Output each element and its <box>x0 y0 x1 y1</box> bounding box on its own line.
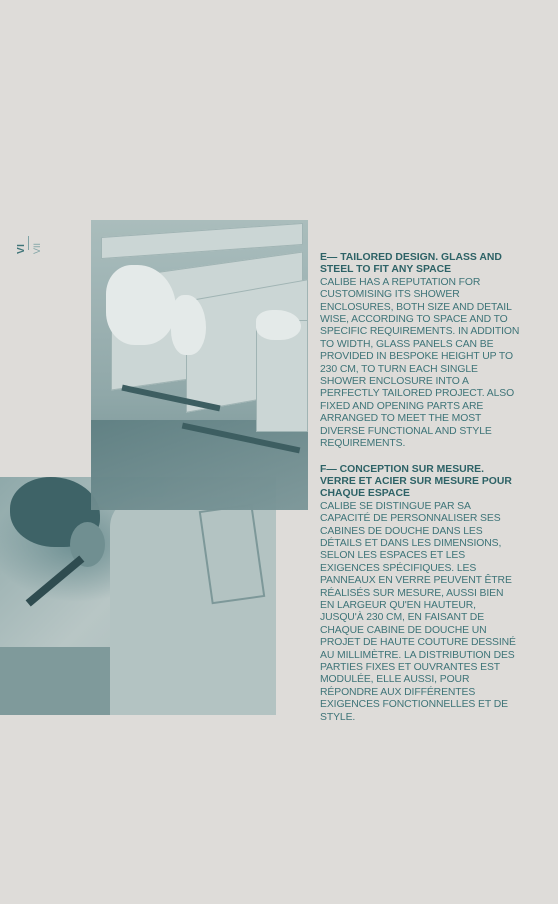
floor-shape <box>91 420 308 510</box>
text-column <box>320 252 520 724</box>
chapter-number-current: VI <box>16 243 27 254</box>
section-e-title: E— TAILORED DESIGN. GLASS AND STEEL TO FIT ANY SPACE <box>320 252 502 276</box>
section-e <box>320 252 520 451</box>
workbench-shape <box>0 647 110 715</box>
worker-photo <box>0 477 276 715</box>
glass-panel-shape <box>101 223 303 259</box>
section-f <box>320 464 520 725</box>
chapter-marker <box>16 232 46 272</box>
section-e-body: CALIBE HAS A REPUTATION FOR CUSTOMISING ITS SHOWER ENCLOSURES, BOTH SIZE AND DETAIL WISE, ACCORDING TO SPACE AND TO SPECIFIC REQUIREMENTS. IN ADDITION TO WIDTH, GLASS PANELS CAN BE PROVIDED IN BESPOKE HEIGHT UP TO 230 CM, TO TURN EACH SINGLE SHOWER ENCLOSURE INTO A PERFECTLY TAILORED PROJECT. ALSO FIXED AND OPENING PARTS ARE ARRANGED TO MEET THE MOST DIVERSE FUNCTIONAL AND STYLE REQUIREMENTS. <box>320 276 520 450</box>
glass-panels-photo <box>91 220 308 510</box>
section-f-title: F— CONCEPTION SUR MESURE. VERRE ET ACIER SUR MESURE POUR CHAQUE ESPACE <box>320 463 512 500</box>
protective-cloth-shape <box>256 310 301 340</box>
section-f-body: CALIBE SE DISTINGUE PAR SA CAPACITÉ DE PERSONNALISER SES CABINES DE DOUCHE DANS LES DÉTAILS ET DANS LES DIMENSIONS, SELON LES ESPACES ET LES EXIGENCES SPÉCIFIQUES. LES PANNEAUX EN VERRE PEUVENT ÊTRE RÉALISÉS SUR MESURE, AUSSI BIEN EN LARGEUR QU'EN HAUTEUR, JUSQU'À 230 CM, EN FAISANT DE CHAQUE CABINE DE DOUCHE UN PROJET DE HAUTE COUTURE DESSINÉ AU MILLIMÈTRE. LA DISTRIBUTION DES PARTIES FIXES ET OUVRANTES EST MODULÉE, ELLE AUSSI, POUR RÉPONDRE AUX DIFFÉRENTES EXIGENCES FONCTIONNELLES ET DE STYLE. <box>320 500 516 723</box>
chapter-divider <box>28 236 29 250</box>
tool-shape <box>26 555 85 606</box>
chapter-number-next: VII <box>32 242 42 254</box>
